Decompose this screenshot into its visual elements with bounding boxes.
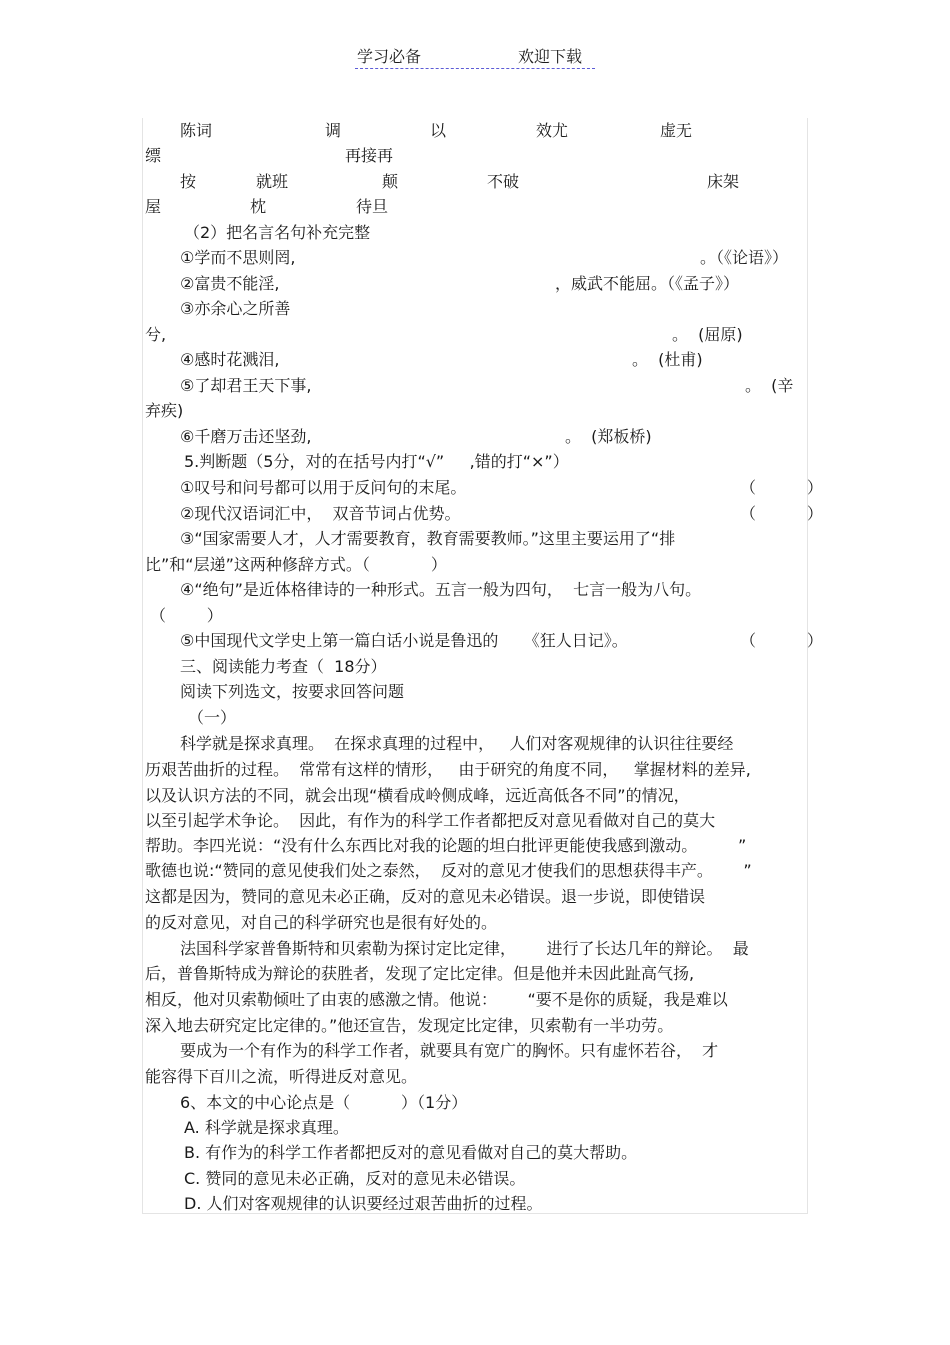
judge-item: 比”和“层递”这两种修辞方式。（ ） (145, 555, 447, 574)
quotes-title: （2）把名言名句补充完整 (184, 223, 371, 242)
option-d: D. 人们对客观规律的认识要经过艰苦曲折的过程。 (184, 1194, 543, 1213)
passage-line: 以及认识方法的不同，就会出现“横看成岭侧成峰，远近高低各不同”的情况， (145, 786, 690, 805)
passage-line: 歌德也说:“赞同的意见使我们处之泰然， 反对的意见才使我们的思想获得丰产。 ” (145, 861, 752, 880)
answer-paren: （ ） (740, 631, 823, 650)
vocab-item: 床架 (707, 172, 740, 191)
quote-source: 。 (辛 (745, 376, 794, 395)
quote-source: 。 (杜甫) (632, 350, 703, 369)
passage-line: 深入地去研究定比定律的。”他还宣告，发现定比定律，贝索勒有一半功劳。 (145, 1016, 674, 1035)
judge-item: ③“国家需要人才，人才需要教育，教育需要教师。”这里主要运用了“排 (180, 529, 676, 548)
judge-item: ②现代汉语词汇中， 双音节词占优势。 (180, 504, 461, 523)
passage-line: 后，普鲁斯特成为辩论的获胜者，发现了定比定律。但是他并未因此趾高气扬, (145, 964, 695, 983)
vocab-item: 按 (180, 172, 197, 191)
header-right-text: 欢迎下载 (518, 47, 583, 66)
vocab-item: 再接再 (345, 146, 394, 165)
quote-line: ④感时花溅泪, (180, 350, 280, 369)
vocab-item: 就班 (256, 172, 289, 191)
vocab-item: 缥 (145, 146, 162, 165)
quote-line: 兮, (145, 325, 167, 344)
vocab-item: 以 (430, 121, 447, 140)
question-stem: 6、本文的中心论点是（ ）（1分） (180, 1093, 468, 1112)
quote-line: ③亦余心之所善 (180, 299, 291, 318)
judge-item: ①叹号和问号都可以用于反问句的末尾。 (180, 478, 467, 497)
header-left-text: 学习必备 (357, 47, 422, 66)
passage-line: 科学就是探求真理。 在探求真理的过程中， 人们对客观规律的认识往往要经 (180, 734, 734, 753)
passage-line: 要成为一个有作为的科学工作者，就要具有宽广的胸怀。只有虚怀若谷， 才 (180, 1041, 719, 1060)
vocab-item: 虚无 (660, 121, 693, 140)
answer-paren: （ ） (740, 504, 823, 523)
page-header (355, 42, 595, 69)
passage-number: （一） (188, 708, 237, 727)
quote-line: ②富贵不能淫, (180, 274, 280, 293)
section-heading: 三、阅读能力考查（ 18分） (180, 657, 387, 676)
judge-item: ④“绝句”是近体格律诗的一种形式。五言一般为四句， 七言一般为八句。 (180, 580, 702, 599)
vocab-item: 陈词 (180, 121, 213, 140)
vocab-item: 颠 (382, 172, 399, 191)
vocab-item: 枕 (250, 197, 267, 216)
quote-source: 。 (屈原) (672, 325, 743, 344)
quote-source: ，威武不能屈。（《孟子》） (555, 274, 740, 293)
vocab-item: 效尤 (536, 121, 569, 140)
passage-line: 这都是因为，赞同的意见未必正确，反对的意见未必错误。退一步说，即使错误 (145, 887, 706, 906)
judge-item: （ ） (150, 606, 223, 625)
passage-line: 的反对意见，对自己的科学研究也是很有好处的。 (145, 913, 498, 932)
passage-line: 能容得下百川之流，听得进反对意见。 (145, 1067, 418, 1086)
passage-line: 相反，他对贝索勒倾吐了由衷的感激之情。他说： “要不是你的质疑，我是难以 (145, 990, 728, 1009)
vocab-item: 调 (325, 121, 342, 140)
vocab-item: 不破 (487, 172, 520, 191)
vocab-item: 待旦 (356, 197, 389, 216)
quote-line: ⑥千磨万击还坚劲, (180, 427, 312, 446)
judge-title: 5.判断题（5分，对的在括号内打“√” ,错的打“×”） (184, 452, 569, 471)
quote-line: ⑤了却君王天下事, (180, 376, 312, 395)
option-b: B. 有作为的科学工作者都把反对的意见看做对自己的莫大帮助。 (184, 1143, 638, 1162)
quote-source: 。（《论语》） (700, 248, 789, 267)
passage-line: 历艰苦曲折的过程。 常常有这样的情形， 由于研究的角度不同， 掌握材料的差异, (145, 760, 751, 779)
passage-line: 法国科学家普鲁斯特和贝索勒为探讨定比定律， 进行了长达几年的辩论。 最 (180, 939, 749, 958)
quote-line: 弃疾) (145, 401, 184, 420)
answer-paren: （ ） (740, 478, 823, 497)
quote-source: 。 (郑板桥) (565, 427, 652, 446)
option-c: C. 赞同的意见未必正确，反对的意见未必错误。 (184, 1169, 526, 1188)
option-a: A. 科学就是探求真理。 (184, 1118, 349, 1137)
quote-line: ①学而不思则罔, (180, 248, 296, 267)
passage-line: 以至引起学术争论。 因此，有作为的科学工作者都把反对意见看做对自己的莫大 (145, 811, 716, 830)
passage-line: 帮助。李四光说：“没有什么东西比对我的论题的坦白批评更能使我感到激动。 ” (145, 836, 747, 855)
vocab-item: 屋 (145, 197, 162, 216)
reading-instruction: 阅读下列选文，按要求回答问题 (180, 682, 405, 701)
judge-item: ⑤中国现代文学史上第一篇白话小说是鲁迅的 《狂人日记》。 (180, 631, 628, 650)
